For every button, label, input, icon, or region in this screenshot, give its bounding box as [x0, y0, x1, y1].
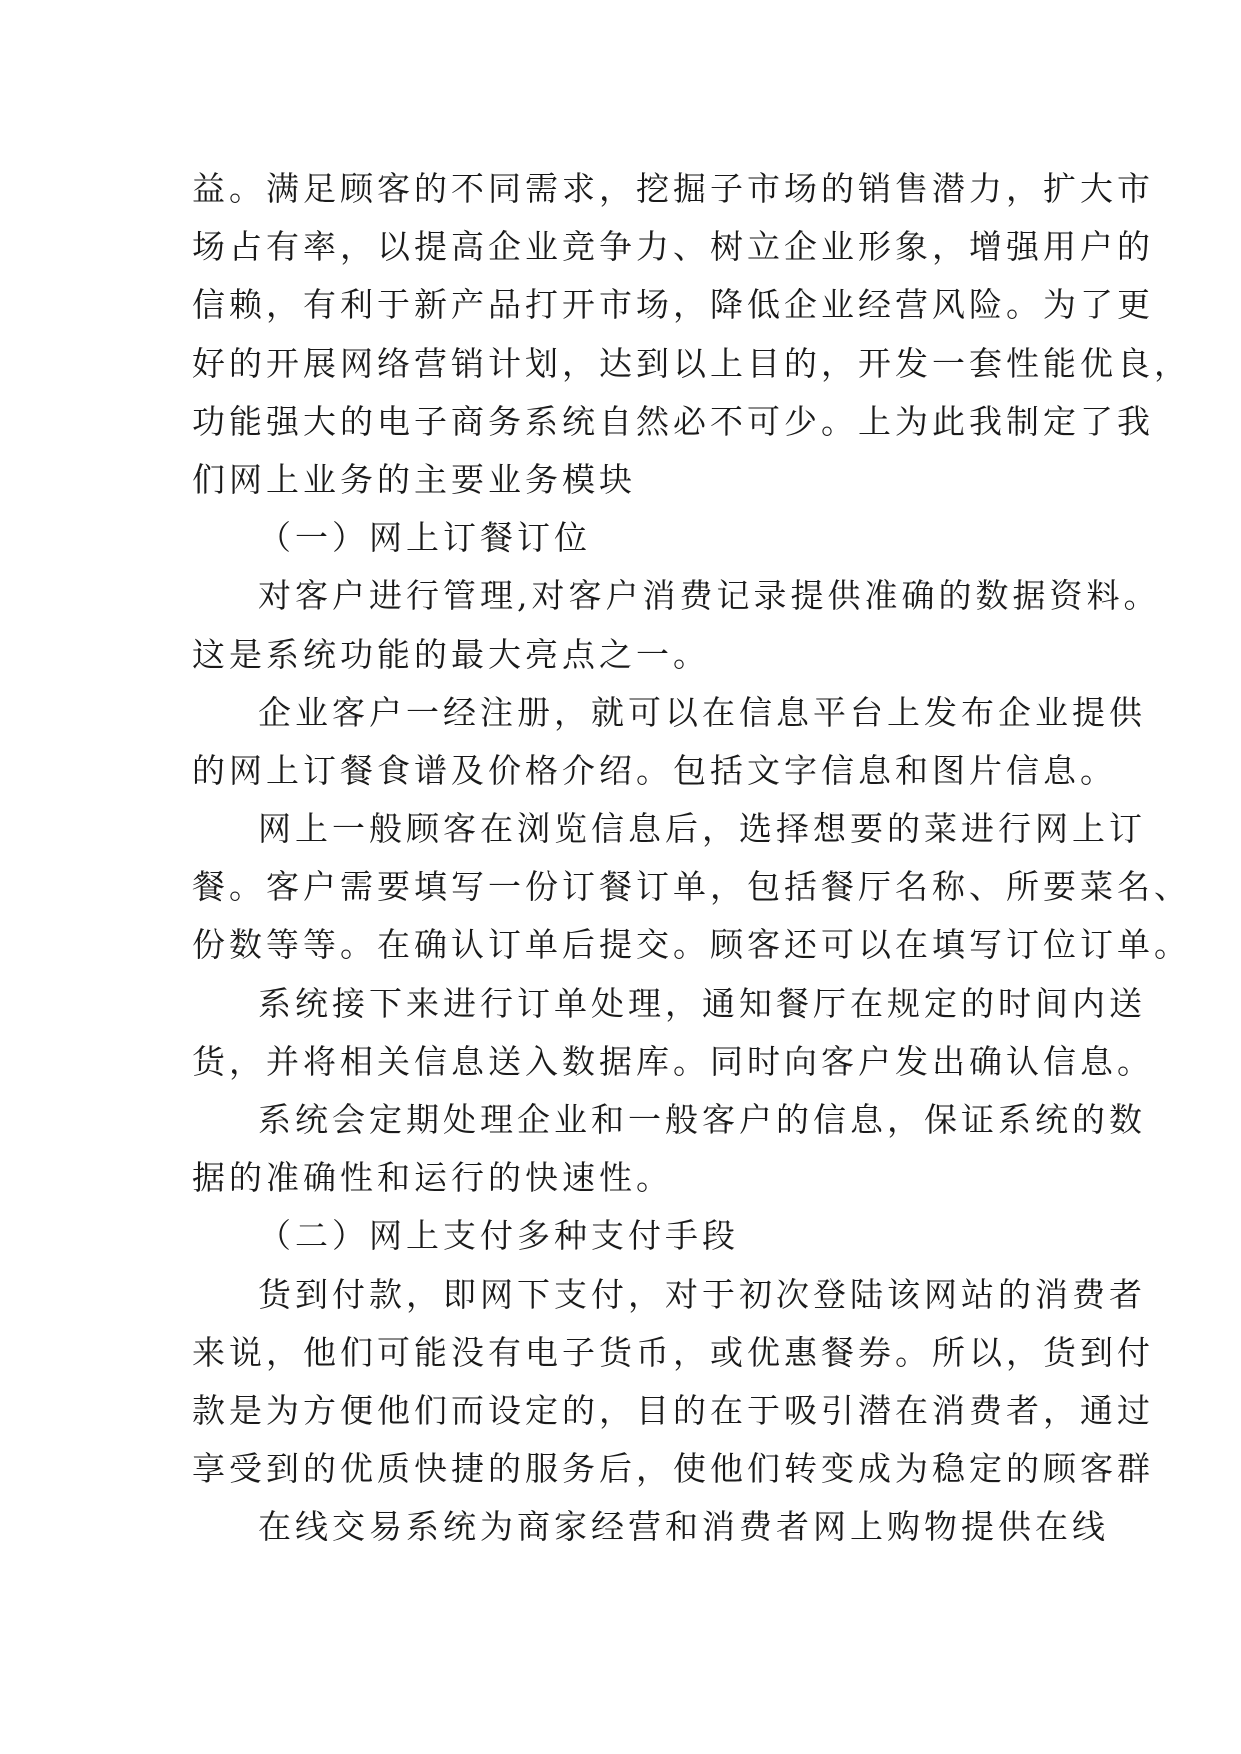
paragraph-line: 系统会定期处理企业和一般客户的信息，保证系统的数	[258, 1100, 1146, 1139]
paragraph-line: 们网上业务的主要业务模块	[192, 459, 636, 499]
paragraph-line: 据的准确性和运行的快速性。	[192, 1158, 673, 1198]
paragraph-line: 在线交易系统为商家经营和消费者网上购物提供在线	[258, 1507, 1109, 1547]
paragraph-line: 信赖，有利于新产品打开市场，降低企业经营风险。为了更	[192, 285, 1154, 325]
paragraph-line: 对客户进行管理,对客户消费记录提供准确的数据资料。	[258, 576, 1161, 616]
paragraph-line: 货，并将相关信息送入数据库。同时向客户发出确认信息。	[192, 1041, 1154, 1081]
document-body	[192, 160, 1191, 1557]
paragraph-line: 场占有率，以提高企业竞争力、树立企业形象，增强用户的	[192, 227, 1154, 267]
paragraph-line: 好的开展网络营销计划，达到以上目的，开发一套性能优良，	[192, 343, 1191, 383]
paragraph-line: 这是系统功能的最大亮点之一。	[192, 634, 710, 674]
paragraph-line: 企业客户一经注册，就可以在信息平台上发布企业提供	[258, 692, 1146, 732]
paragraph-line: 网上一般顾客在浏览信息后，选择想要的菜进行网上订	[258, 809, 1146, 849]
paragraph-line: 的网上订餐食谱及价格介绍。包括文字信息和图片信息。	[192, 750, 1117, 790]
paragraph-line: 份数等等。在确认订单后提交。顾客还可以在填写订位订单。	[192, 925, 1191, 965]
paragraph-line: 益。满足顾客的不同需求，挖掘子市场的销售潜力，扩大市	[192, 169, 1154, 208]
paragraph-line: 款是为方便他们而设定的，目的在于吸引潜在消费者，通过	[192, 1390, 1154, 1430]
paragraph-line: 功能强大的电子商务系统自然必不可少。上为此我制定了我	[192, 401, 1154, 441]
paragraph-line: 货到付款，即网下支付，对于初次登陆该网站的消费者	[258, 1274, 1146, 1314]
paragraph-line: 系统接下来进行订单处理，通知餐厅在规定的时间内送	[258, 983, 1146, 1023]
paragraph-line: 享受到的优质快捷的服务后，使他们转变成为稳定的顾客群	[192, 1449, 1154, 1489]
paragraph-line: 餐。客户需要填写一份订餐订单，包括餐厅名称、所要菜名、	[192, 867, 1191, 907]
section-heading: （二）网上支付多种支付手段	[258, 1216, 739, 1256]
section-heading: （一）网上订餐订位	[258, 518, 591, 558]
paragraph-line: 来说，他们可能没有电子货币，或优惠餐券。所以，货到付	[192, 1332, 1154, 1372]
